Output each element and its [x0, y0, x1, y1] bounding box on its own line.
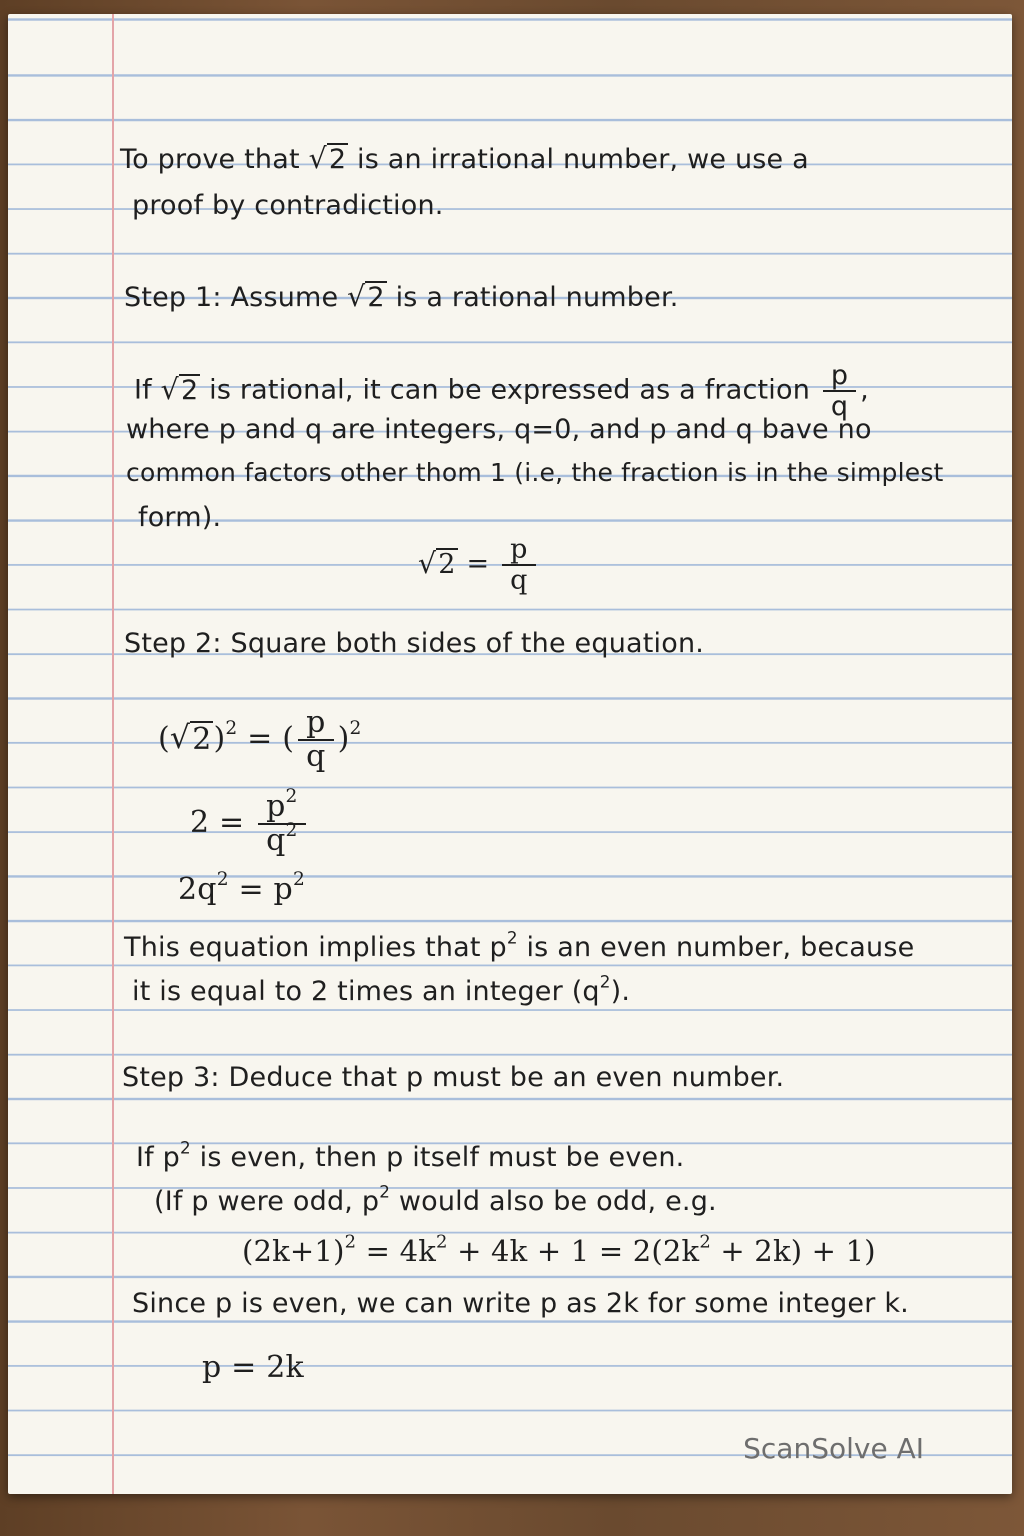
expansion-d: + 2k) + 1)	[720, 1234, 876, 1268]
step3-text-b: is even, then p itself must be even.	[199, 1142, 685, 1173]
exponent: 2	[506, 927, 518, 948]
fraction-p-over-q	[298, 705, 333, 774]
fraction-denominator: q	[306, 739, 326, 774]
equation-lhs: 2 =	[190, 805, 245, 840]
step3-line-4: Since p is even, we can write p as 2k for some integer k.	[132, 1288, 909, 1319]
step3-line-2	[154, 1181, 717, 1217]
exponent: 2	[379, 1181, 391, 1202]
equals-sign: =	[466, 548, 490, 580]
intro-line-1	[120, 142, 809, 175]
equation-sqrt2-eq-p-over-q	[418, 536, 540, 594]
fraction-denominator	[266, 820, 298, 858]
sqrt-symbol: √ 2	[169, 720, 212, 757]
step2-text-line-1	[124, 927, 915, 963]
step1-para-tail: ,	[860, 374, 869, 406]
intro-line-2: proof by contradiction.	[132, 190, 444, 221]
exponent: 2	[436, 1231, 448, 1253]
equation-2-eq-p2-over-q2	[190, 786, 310, 858]
exponent: 2	[180, 1137, 191, 1158]
numerator-base: p	[266, 789, 286, 824]
paren-close: )	[213, 721, 226, 756]
expansion-a: (2k+1)	[242, 1234, 345, 1268]
fraction-numerator	[258, 786, 305, 825]
step2-text-a: This equation implies that p	[124, 932, 507, 963]
step1-heading-a: Step 1: Assume	[124, 282, 339, 313]
exponent: 2	[349, 718, 362, 740]
expansion-b: = 4k	[365, 1234, 437, 1268]
step2-text-b: ).	[610, 976, 631, 1007]
step2-text-a: it is equal to 2 times an integer (q	[132, 976, 600, 1007]
equation-lhs: 2q	[178, 872, 217, 907]
step3-text-b: would also be odd, e.g.	[398, 1186, 717, 1217]
fraction-p-over-q	[823, 362, 856, 420]
fraction-denominator: q	[510, 565, 528, 596]
step2-text-line-2	[132, 971, 631, 1007]
step1-para-line-2: where p and q are integers, q=0, and p and q bave no	[126, 414, 872, 445]
intro-text-c: is an irrational number, we use a	[357, 144, 809, 175]
equation-2q2-eq-p2	[178, 869, 305, 907]
step1-heading-c: is a rational number.	[395, 282, 679, 313]
exponent: 2	[344, 1231, 357, 1253]
sqrt-symbol: √ 2	[418, 546, 456, 580]
exponent: 2	[216, 869, 229, 891]
equation-rhs: = p	[238, 872, 293, 907]
exponent: 2	[225, 718, 238, 740]
notebook-page	[8, 14, 1012, 1494]
sqrt-radicand: 2	[180, 374, 199, 406]
step3-heading: Step 3: Deduce that p must be an even number.	[122, 1062, 785, 1093]
exponent: 2	[699, 1231, 711, 1253]
exponent: 2	[292, 869, 305, 891]
exponent: 2	[285, 820, 298, 842]
margin-line	[112, 14, 114, 1494]
fraction-denominator: q	[830, 391, 849, 422]
equation-squared	[158, 705, 362, 774]
step2-heading: Step 2: Square both sides of the equation.	[124, 628, 705, 659]
sqrt-symbol: √ 2	[347, 280, 385, 314]
equation-p-eq-2k: p = 2k	[202, 1350, 304, 1385]
exponent: 2	[285, 786, 298, 808]
denominator-base: q	[266, 823, 286, 858]
step3-text-a: If p	[136, 1142, 180, 1173]
step3-line-1	[136, 1137, 685, 1173]
sqrt-radicand: 2	[367, 282, 385, 314]
step1-para-line-1	[134, 362, 869, 420]
paren-close: )	[337, 721, 350, 756]
step1-para-line-3: common factors other thom 1 (i.e, the fraction is in the simplest	[126, 458, 944, 487]
expansion-c: + 4k + 1 = 2(2k	[457, 1234, 700, 1268]
fraction-p2-over-q2	[258, 786, 305, 858]
intro-text-a: To prove that	[120, 144, 300, 175]
sqrt-radicand: 2	[438, 548, 456, 580]
exponent: 2	[599, 971, 611, 992]
fraction-numerator: p	[823, 362, 856, 392]
fraction-p-over-q	[502, 536, 535, 594]
step1-para-line-4: form).	[138, 502, 222, 533]
paren-open: (	[158, 721, 170, 756]
step2-text-b: is an even number, because	[526, 932, 915, 963]
sqrt-symbol: √ 2	[160, 372, 199, 406]
brand-watermark: ScanSolve AI	[743, 1432, 924, 1465]
odd-square-expansion	[242, 1231, 876, 1268]
equals-paren: = (	[247, 721, 295, 756]
sqrt-radicand: 2	[328, 144, 347, 176]
sqrt-radicand: 2	[192, 722, 212, 757]
fraction-numerator: p	[502, 536, 535, 566]
sqrt-symbol: √ 2	[308, 142, 347, 176]
fraction-numerator: p	[298, 708, 333, 741]
step1-para-a: If	[134, 374, 152, 406]
step1-para-c: is rational, it can be expressed as a fraction	[209, 374, 811, 406]
step3-text-a: (If p were odd, p	[154, 1186, 380, 1217]
step1-heading	[124, 280, 679, 313]
